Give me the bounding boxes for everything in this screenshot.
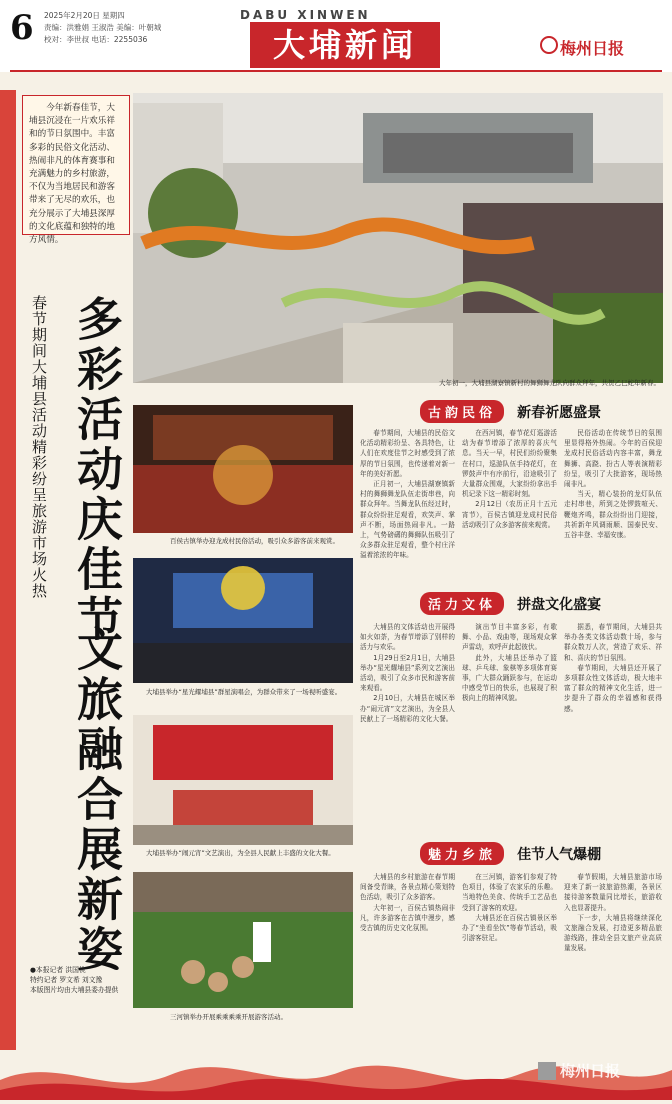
article-column — [360, 428, 455, 588]
photo-caption: 三河镇举办开展乘乘乘乘开展游客活动。 — [170, 1013, 287, 1021]
byline-line: ●本报记者 洪国桃 — [30, 966, 86, 974]
paragraph: 演出节目丰富多彩，有歌舞、小品、戏曲等，现场观众掌声雷动，欢呼声此起彼伏。 — [462, 623, 557, 652]
photo-caption: 大埔县举办“星光耀埔县”群星演唱会，为群众带来了一场视听盛宴。 — [146, 688, 342, 696]
headline-line-2: 文旅融合展新姿 — [70, 625, 124, 975]
section-title-text: 佳节人气爆棚 — [517, 846, 602, 863]
lead-photo — [133, 93, 663, 383]
paragraph: 下一步，大埔县将继续深化文旅融合发展，打造更多精品旅游线路，推动全县文旅产业高质量发展。 — [564, 913, 662, 953]
section-pinyin: DABU XINWEN — [240, 8, 371, 22]
article-column — [462, 428, 557, 588]
article-column — [564, 622, 662, 837]
section-heading — [420, 592, 601, 614]
photo-rural-event — [133, 872, 353, 1008]
photo-caption: 百侯古镇举办迎龙成村民俗活动，吸引众多游客前来观赏。 — [170, 537, 339, 545]
section-title: 大埔新闻 — [250, 22, 440, 68]
paragraph: 大埔县还在百侯古镇景区举办了“坐看坐饮”等春节活动，吸引游客驻足。 — [462, 913, 557, 943]
section-tag: 活力文体 — [420, 592, 504, 615]
meta-line: 校对：李世叔 电话：2255036 — [44, 35, 148, 44]
paragraph: 春节期间，大埔县的民俗文化活动精彩纷呈、各具特色，让人们在欢度佳节之时感受到了浓厚的节日氛围，也传递着对新一年的美好祈愿。 — [360, 429, 455, 478]
paragraph: 当天，精心装扮的龙灯队伍走村串巷，所到之处锣鼓喧天、鞭炮齐鸣，群众纷纷出门迎接，共祈新年风调雨顺、国泰民安、五谷丰登、幸福安康。 — [564, 490, 662, 540]
article-column — [360, 622, 455, 837]
byline-line: 特约记者 罗文希 刘文豫 — [30, 976, 103, 984]
article-column — [564, 428, 662, 588]
photo-lantern-show — [133, 715, 353, 845]
decorative-band — [0, 90, 16, 1090]
article-column — [462, 622, 557, 837]
paragraph: 此外，大埔县还举办了篮球、乒乓球、象棋等多项体育赛事，广大群众踊跃参与，在运动中感受节日的快乐，也展现了积极向上的精神风貌。 — [462, 653, 557, 703]
section-title-text: 新春祈愿盛景 — [517, 404, 602, 421]
paragraph: 大埔县的文体活动也开展得如火如荼，为春节增添了别样的活力与欢乐。 — [360, 623, 455, 652]
photo-concert — [133, 558, 353, 683]
section-title-text: 拼盘文化盛宴 — [517, 596, 602, 613]
headline-subtitle: 春节期间大埔县活动精彩纷呈旅游市场火热 — [30, 295, 48, 599]
paragraph: 春节假期，大埔县旅游市场迎来了新一波旅游热潮，各景区接待游客数量同比增长，旅游收入也显著提升。 — [564, 873, 662, 912]
photo-festival-night — [133, 405, 353, 533]
paragraph: 大埔县的乡村旅游在春节期间备受青睐，各景点精心策划特色活动，吸引了众多游客。 — [360, 873, 455, 902]
paragraph: 正月初一，大埔县湖寮镇新村的舞狮舞龙队伍走街串巷，向群众拜年。当舞龙队伍经过时，群众纷纷驻足观看，欢笑声、掌声不断，场面热闹非凡。一路上，气势磅礴的舞狮队伍吸引了众多群众驻足观看，整个村庄洋溢着浓浓的年味。 — [360, 480, 455, 560]
photo-caption: 大埔县举办“闹元宵”文艺演出，为全县人民献上丰盛的文化大餐。 — [146, 849, 335, 857]
section-tag: 古韵民俗 — [420, 400, 504, 423]
headline-line-1: 多彩活动庆佳节 — [70, 295, 124, 645]
article-column — [360, 872, 455, 1042]
meta-line: 责编：洪雅娟 王淑浩 美编：叶朝城 — [44, 23, 162, 32]
paragraph: 据悉，春节期间，大埔县共举办各类文体活动数十场，参与群众数万人次，营造了欢乐、祥和、喜庆的节日氛围。 — [564, 623, 662, 662]
article-column — [462, 872, 557, 1042]
paragraph: 大年初一，百侯古镇热闹非凡，许多游客在古镇中漫步，感受古镇的历史文化氛围。 — [360, 903, 455, 933]
paragraph: 2月12日（农历正月十五元宵节），百侯古镇迎龙成村民俗活动吸引了众多游客前来观赏。 — [462, 500, 557, 529]
page-number: 6 — [10, 8, 34, 48]
meta-line: 2025年2月20日 星期四 — [44, 11, 125, 20]
newspaper-logo: 梅州日报 — [560, 39, 625, 58]
header-rule — [10, 70, 662, 72]
byline-line: 本版图片均由大埔县委办提供 — [30, 986, 119, 994]
lead-photo-caption: 大年初一，大埔县湖寮镇新村的舞狮舞龙队向群众拜年，共贺乙巳蛇年新春。 — [439, 379, 660, 387]
section-heading — [420, 400, 601, 422]
issue-meta — [44, 10, 194, 46]
watermark-text: 梅州日报 — [560, 1062, 621, 1080]
paragraph: 在西河镇，春节花灯巡游活动为春节增添了浓厚的喜庆气息。当天一早，村民们纷纷聚集在村口，巡游队伍手持花灯，在锣鼓声中有序前行，沿途吸引了大量群众围观，大家纷纷拿出手机记录下这一精彩时刻。 — [462, 429, 557, 499]
section-tag: 魅力乡旅 — [420, 842, 504, 865]
article-column — [564, 872, 662, 1042]
intro-box: 今年新春佳节，大埔县沉浸在一片欢乐祥和的节日氛围中。丰富多彩的民俗文化活动、热闹非凡的体育赛事和充满魅力的乡村旅游，不仅为当地居民和游客带来了无尽的欢乐，也充分展示了大埔县深厚的文化底蕴和独特的地方风情。 — [22, 95, 130, 235]
paragraph: 1月29日至2月1日，大埔县举办“星光耀埔县”系列文艺演出活动，吸引了众多市民和游客前来观看。 — [360, 653, 455, 693]
newspaper-logo-icon — [540, 36, 558, 54]
watermark-logo-icon — [538, 1062, 556, 1080]
section-heading — [420, 842, 601, 864]
paragraph: 民俗活动在传统节日的氛围里显得格外热闹。今年的百侯迎龙成村民俗活动内容丰富，舞龙舞狮、高跷、扮古人等表演精彩纷呈，吸引了大批游客，现场热闹非凡。 — [564, 429, 662, 489]
byline — [30, 965, 130, 995]
paragraph: 在三河镇，游客们参观了特色项目，体验了农家乐的乐趣。当地特色美食、传统手工艺品也受到了游客的欢迎。 — [462, 873, 557, 912]
paragraph: 春节期间，大埔县还开展了多项群众性文体活动，极大地丰富了群众的精神文化生活，进一步提升了群众的幸福感和获得感。 — [564, 663, 662, 713]
paragraph: 2月10日，大埔县在城区举办“闹元宵”文艺演出，为全县人民献上了一场精彩的文化大餐。 — [360, 694, 455, 723]
